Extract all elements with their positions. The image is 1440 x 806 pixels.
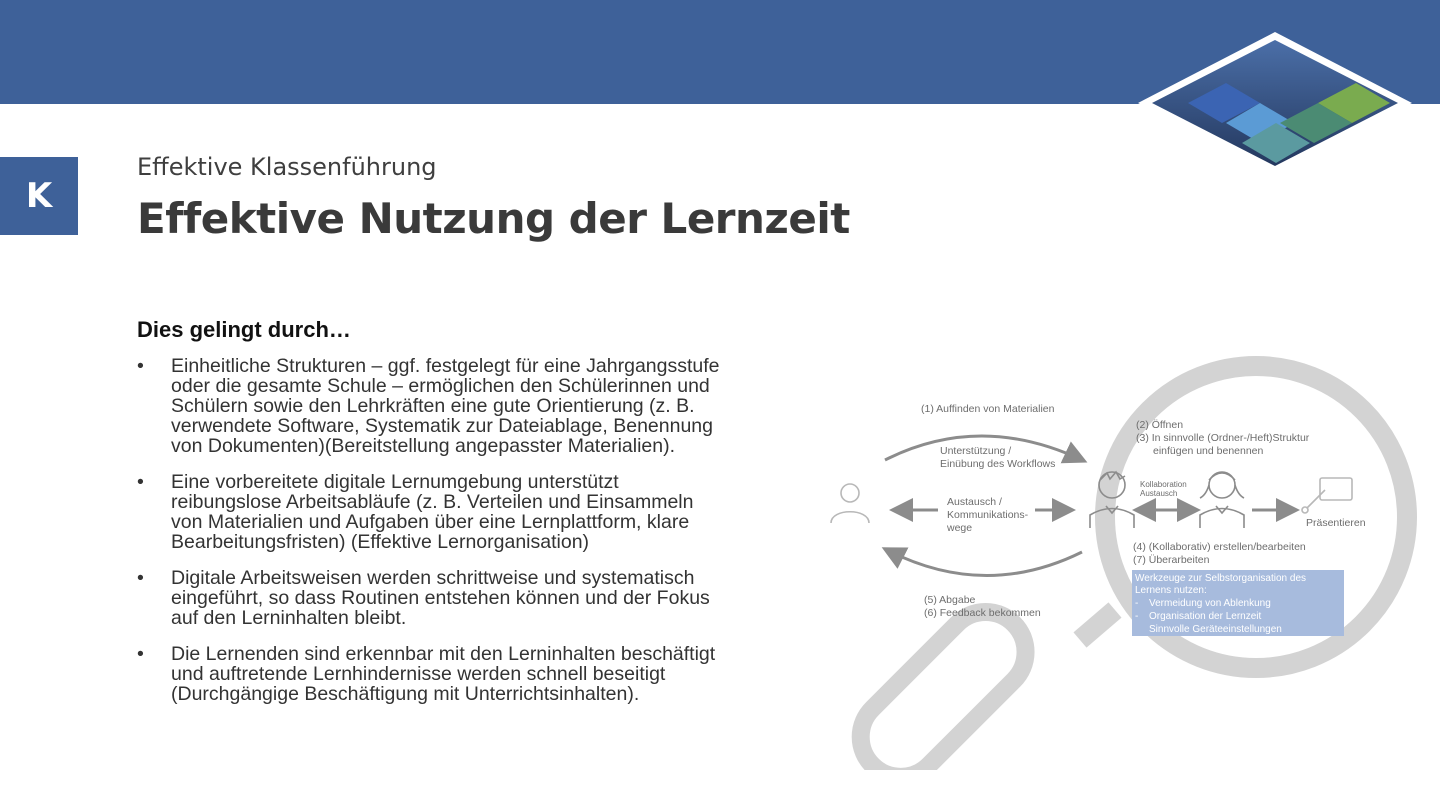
tools-dash: - [1135, 611, 1139, 622]
label-exchange: wege [947, 522, 973, 534]
section-badge: K [0, 157, 78, 235]
arrow-bottom-arc [887, 550, 1082, 576]
bullet-dot: • [137, 567, 144, 589]
bullet-line: (Durchgängige Beschäftigung mit Unterrichtsinhalten). [171, 683, 640, 705]
bullet-item [137, 356, 817, 456]
lead-text: Dies gelingt durch… [137, 317, 351, 342]
bullet-dot: • [137, 643, 144, 665]
bullet-dot: • [137, 355, 144, 377]
bullet-item [137, 472, 817, 552]
slide-title: Effektive Nutzung der Lernzeit [137, 194, 850, 243]
bullet-line: und auftretende Lernhindernisse werden schnell beseitigt [171, 663, 666, 685]
bullet-line: von Materialien und Aufgaben über eine Lernplattform, klare [171, 511, 690, 533]
tools-item: Vermeidung von Ablenkung [1149, 598, 1271, 609]
label-step3: einfügen und benennen [1153, 445, 1264, 457]
bullet-line: Eine vorbereitete digitale Lernumgebung unterstützt [171, 471, 619, 493]
bullet-line: Einheitliche Strukturen – ggf. festgelegt für eine Jahrgangsstufe [171, 355, 720, 377]
label-exchange: Austausch / [947, 496, 1002, 508]
bullet-dot: • [137, 471, 144, 493]
bullet-line: Die Lernenden sind erkennbar mit den Lerninhalten beschäftigt [171, 643, 716, 665]
tools-item: Sinnvolle Geräteeinstellungen [1149, 624, 1282, 635]
bullet-item [137, 568, 817, 628]
tools-heading: Lernens nutzen: [1135, 585, 1207, 596]
label-step2: (2) Öffnen [1136, 419, 1184, 431]
bullet-line: auf den Lerninhalten bleibt. [171, 607, 407, 629]
label-step3: (3) In sinnvolle (Ordner-/Heft)Struktur [1136, 432, 1310, 444]
label-exchange: Kommunikations- [947, 509, 1029, 521]
bullet-line: verwendete Software, Systematik zur Dateiablage, Benennung [171, 415, 713, 437]
label-support: Unterstützung / [940, 445, 1012, 457]
magnifier-handle [844, 595, 1042, 770]
tools-heading: Werkzeuge zur Selbstorganisation des [1135, 573, 1307, 584]
tools-item: Organisation der Lernzeit [1149, 611, 1262, 622]
label-present: Präsentieren [1306, 517, 1366, 529]
magnifier-neck [1080, 610, 1115, 640]
workflow-diagram [820, 330, 1430, 770]
student-girl-icon [1200, 472, 1244, 528]
label-step7: (7) Überarbeiten [1133, 554, 1210, 566]
label-step4: (4) (Kollaborativ) erstellen/bearbeiten [1133, 541, 1306, 553]
bullet-item [137, 644, 817, 704]
slide-subtitle: Effektive Klassenführung [137, 153, 437, 181]
bullet-line: von Dokumenten)(Bereitstellung angepasster Materialien). [171, 435, 676, 457]
label-step1: (1) Auffinden von Materialien [921, 403, 1055, 415]
bullet-line: Bearbeitungsfristen) (Effektive Lernorganisation) [171, 531, 590, 553]
person-icon [831, 484, 869, 523]
presentation-icon [1302, 478, 1352, 513]
bullet-list [137, 356, 817, 720]
bullet-line: eingeführt, so dass Routinen entstehen können und der Fokus [171, 587, 710, 609]
label-collab: Kollaboration [1140, 480, 1187, 489]
tools-dash: - [1135, 598, 1139, 609]
label-collab: Austausch [1140, 489, 1178, 498]
bullet-line: Schülern sowie den Lehrkräften eine gute Orientierung (z. B. [171, 395, 695, 417]
label-support: Einübung des Workflows [940, 458, 1056, 470]
bullet-line: reibungslose Arbeitsabläufe (z. B. Verteilen und Einsammeln [171, 491, 694, 513]
label-step6: (6) Feedback bekommen [924, 607, 1041, 619]
diamond-logo [1130, 30, 1420, 180]
label-step5: (5) Abgabe [924, 594, 976, 606]
bullet-line: Digitale Arbeitsweisen werden schrittweise und systematisch [171, 567, 695, 589]
bullet-line: oder die gesamte Schule – ermöglichen den Schülerinnen und [171, 375, 710, 397]
